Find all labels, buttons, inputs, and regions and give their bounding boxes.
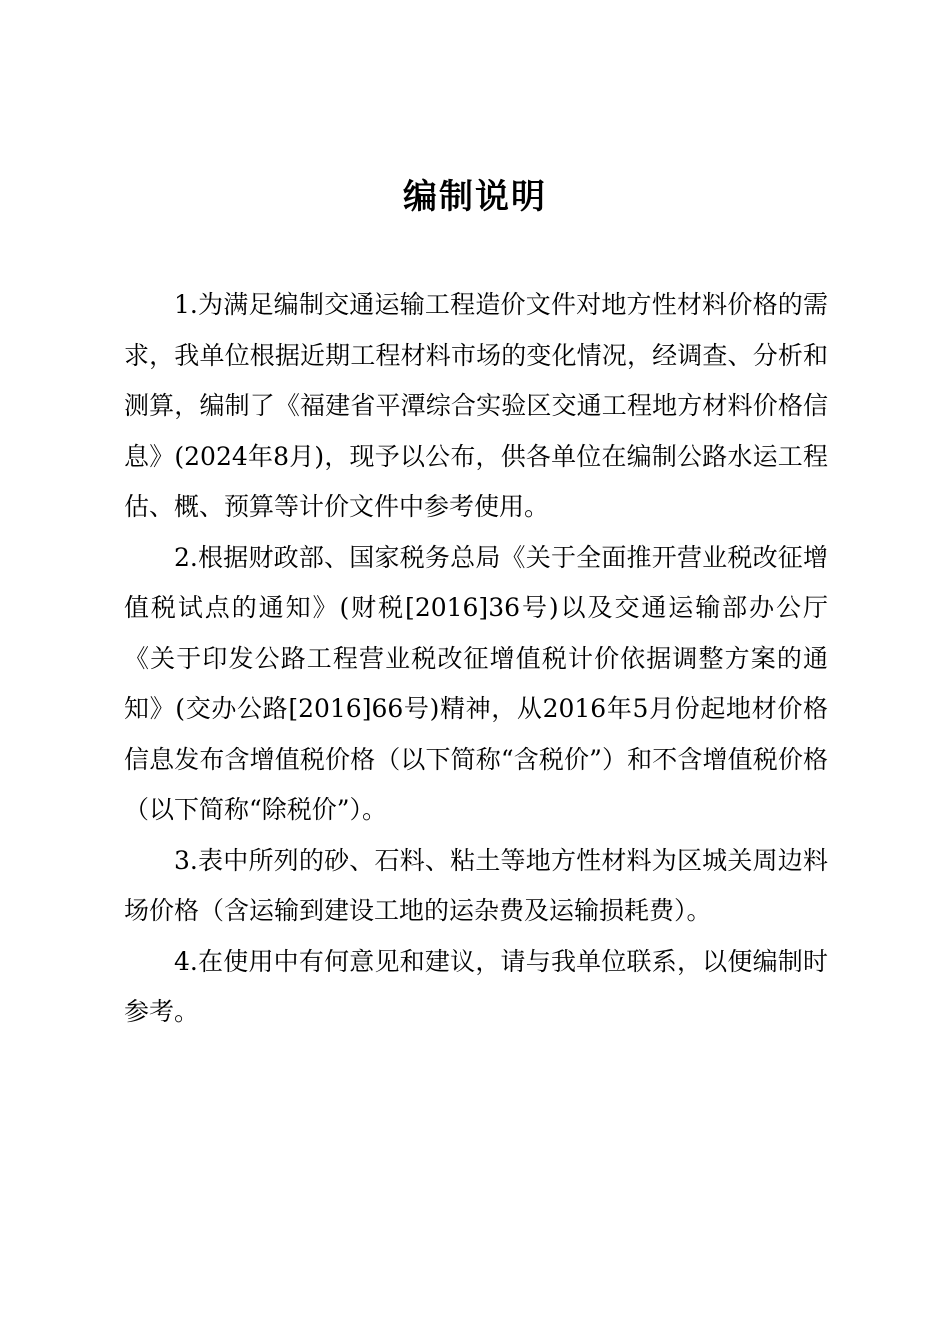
paragraph-1: 1.为满足编制交通运输工程造价文件对地方性材料价格的需求，我单位根据近期工程材料市场的变化情况，经调查、分析和测算，编制了《福建省平潭综合实验区交通工程地方材料价格信息》(2024年8月)，现予以公布，供各单位在编制公路水运工程估、概、预算等计价文件中参考使用。: [124, 290, 828, 521]
paragraph-2: 2.根据财政部、国家税务总局《关于全面推开营业税改征增值税试点的通知》(财税[2016]36号)以及交通运输部办公厅《关于印发公路工程营业税改征增值税计价依据调整方案的通知》(交办公路[2016]66号)精神，从2016年5月份起地材价格信息发布含增值税价格（以下简称“含税价”）和不含增值税价格（以下简称“除税价”）。: [124, 542, 828, 824]
page-title: 编制说明: [403, 177, 547, 217]
paragraph-4: 4.在使用中有何意见和建议，请与我单位联系，以便编制时参考。: [124, 946, 828, 1026]
document-body: [124, 280, 828, 1038]
paragraph-3: 3.表中所列的砂、石料、粘土等地方性材料为区城关周边料场价格（含运输到建设工地的运杂费及运输损耗费）。: [124, 845, 828, 925]
